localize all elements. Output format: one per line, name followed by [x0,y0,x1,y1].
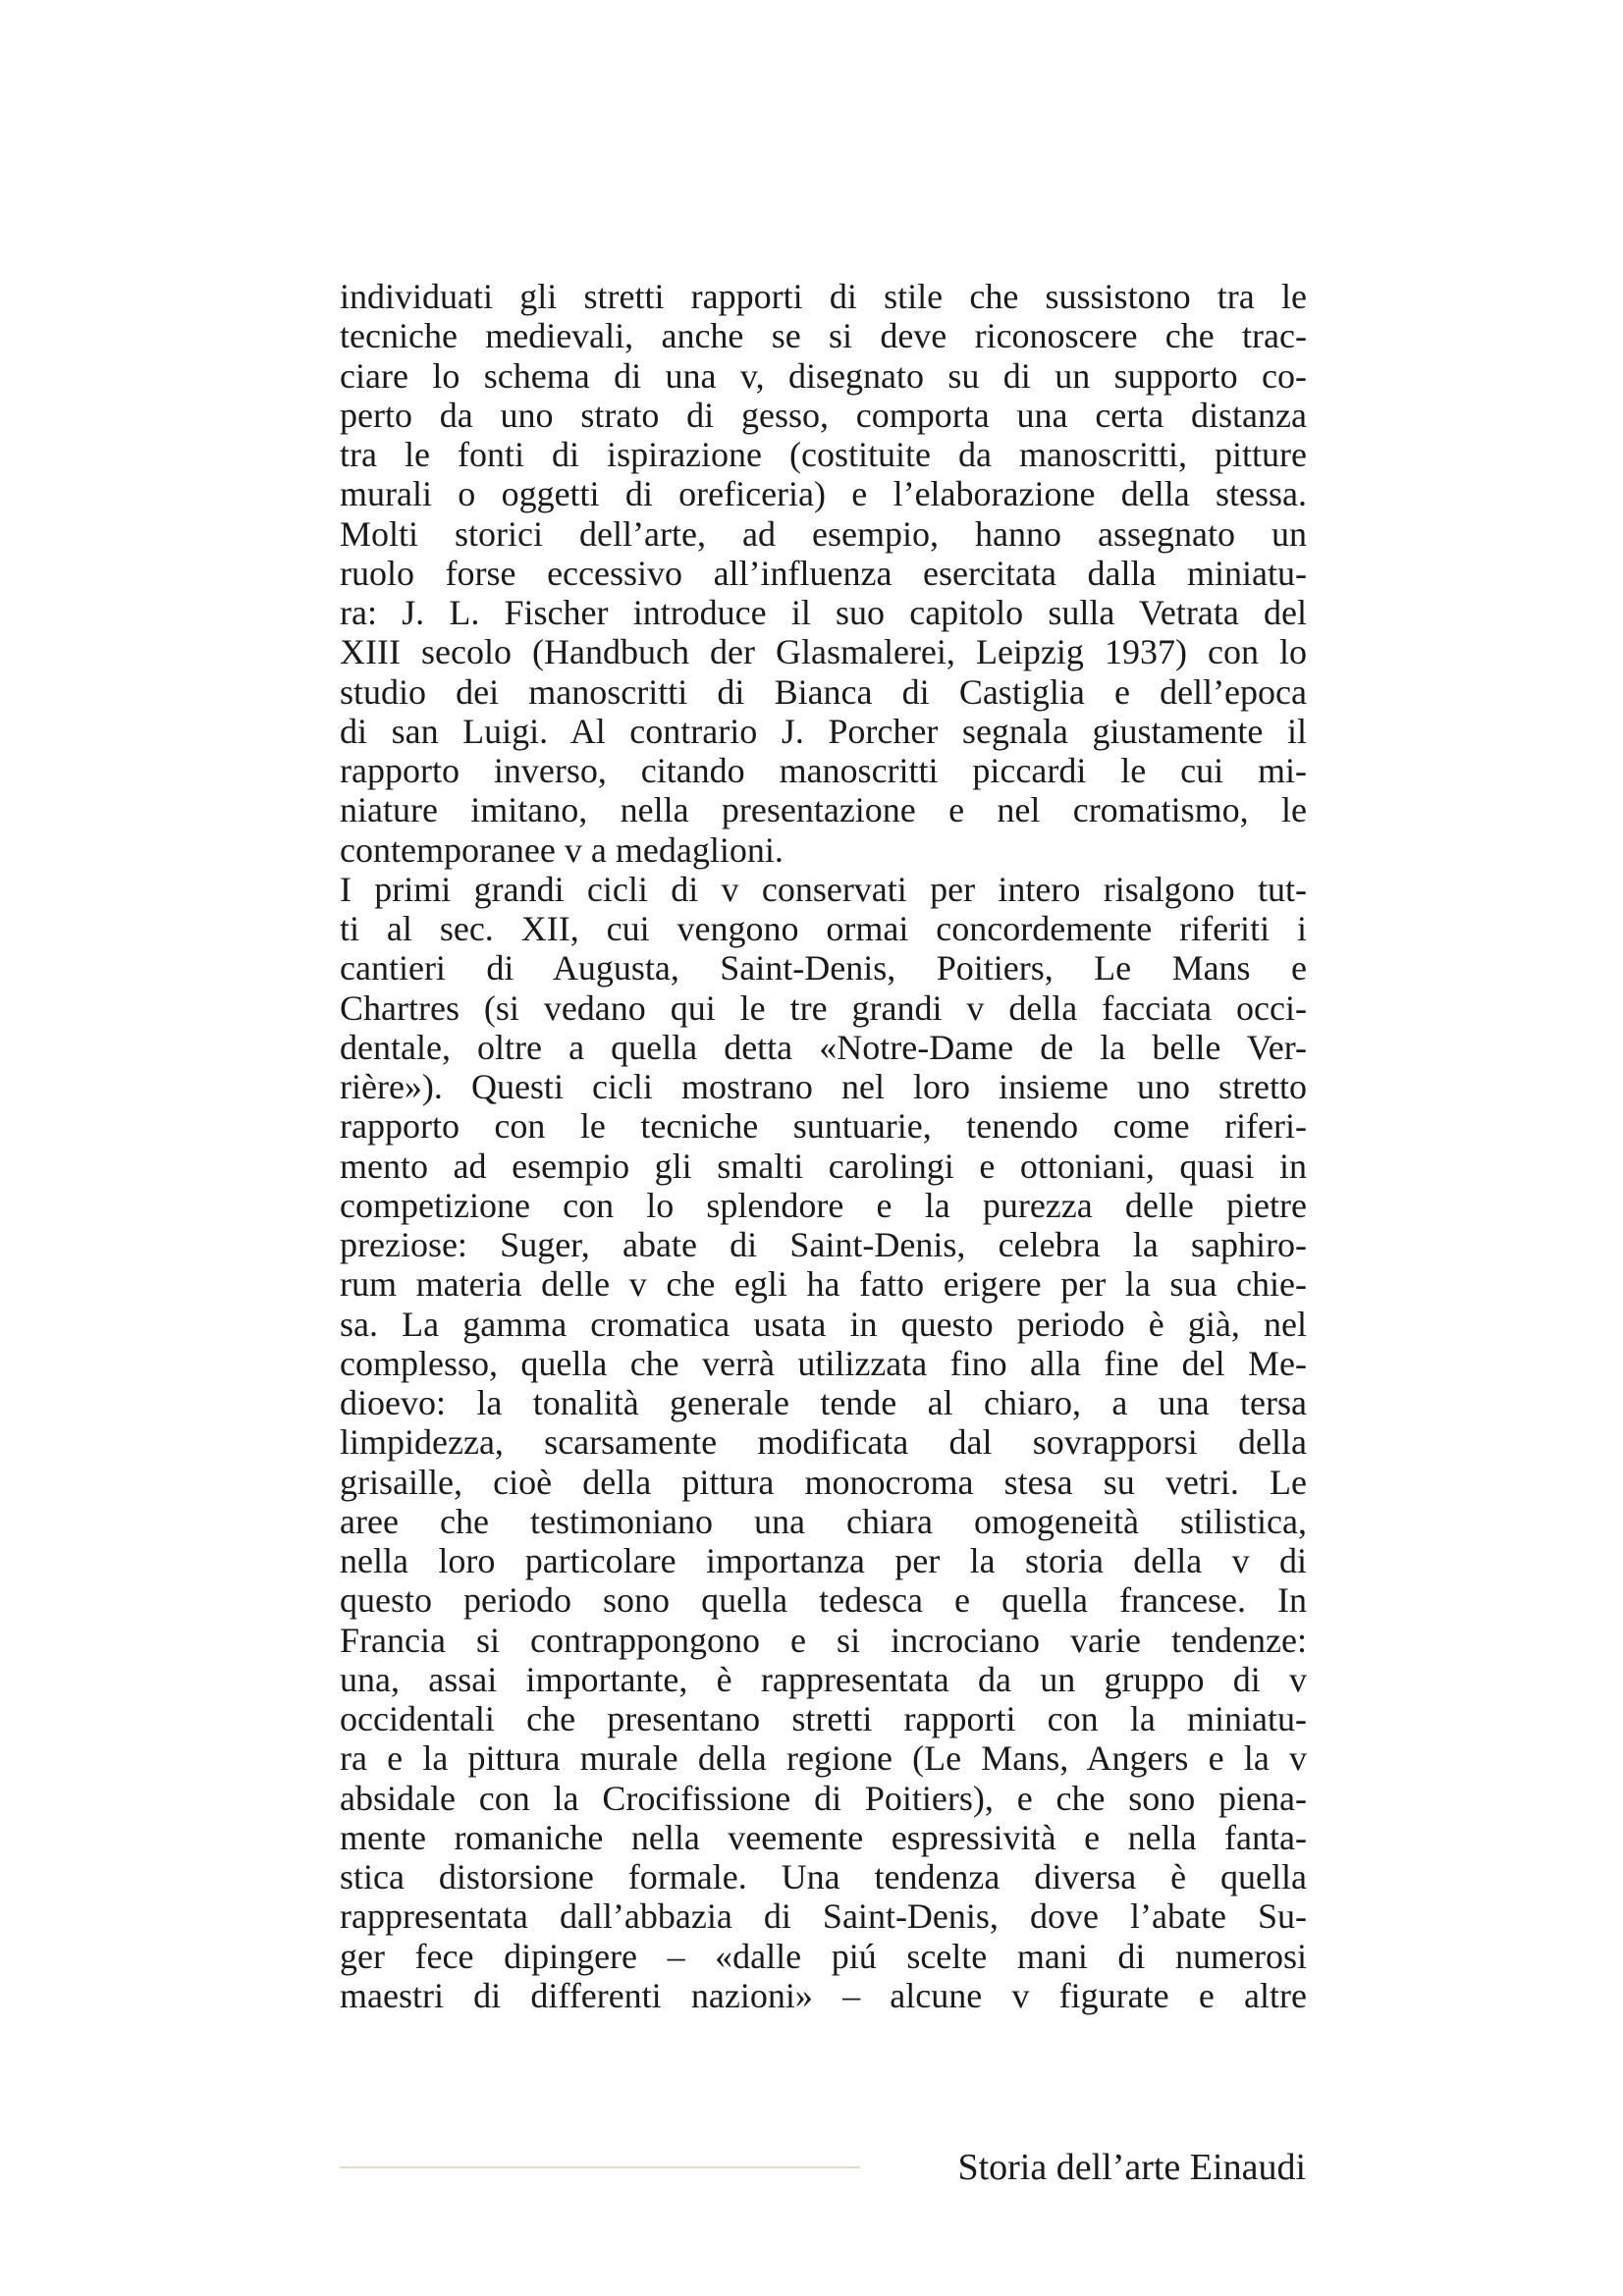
text-line: ruolo forse eccessivo all’influenza esercitata dalla miniatu- [340,553,1307,593]
text-line: cantieri di Augusta, Saint-Denis, Poitiers, Le Mans e [340,948,1307,988]
text-line: di san Luigi. Al contrario J. Porcher segnala giustamente il [340,711,1307,751]
text-line: una, assai importante, è rappresentata da un gruppo di v [340,1659,1307,1699]
text-line: murali o oggetti di oreficeria) e l’elaborazione della stessa. [340,474,1307,514]
text-line: ti al sec. XII, cui vengono ormai concordemente riferiti i [340,909,1307,948]
text-line: ra e la pittura murale della regione (Le Mans, Angers e la v [340,1738,1307,1779]
text-line: Molti storici dell’arte, ad esempio, hanno assegnato un [340,513,1307,554]
text-line: rapporto con le tecniche suntuarie, tenendo come riferi- [340,1106,1307,1147]
text-line: stica distorsione formale. Una tendenza diversa è quella [340,1857,1307,1896]
footer-rule [340,2166,860,2168]
text-line: niature imitano, nella presentazione e nel cromatismo, le [340,790,1307,830]
text-line: dioevo: la tonalità generale tende al chiaro, a una tersa [340,1383,1307,1422]
text-line: occidentali che presentano stretti rapporti con la miniatu- [340,1699,1307,1738]
text-line: mente romaniche nella veemente espressività e nella fanta- [340,1817,1307,1857]
text-line: rappresentata dall’abbazia di Saint-Denis, dove l’abate Su- [340,1896,1307,1937]
text-line: sa. La gamma cromatica usata in questo periodo è già, nel [340,1304,1307,1344]
text-line: I primi grandi cicli di v conservati per intero risalgono tut- [340,869,1307,909]
text-line: Francia si contrappongono e si incrociano varie tendenze: [340,1620,1307,1660]
text-line: absidale con la Crocifissione di Poitiers), e che sono piena- [340,1778,1307,1818]
text-line: XIII secolo (Handbuch der Glasmalerei, Leipzig 1937) con lo [340,632,1307,672]
text-line: preziose: Suger, abate di Saint-Denis, celebra la saphiro- [340,1225,1307,1264]
text-line: grisaille, cioè della pittura monocroma stesa su vetri. Le [340,1462,1307,1502]
text-line: complesso, quella che verrà utilizzata fino alla fine del Me- [340,1343,1307,1383]
text-line: competizione con lo splendore e la purezza delle pietre [340,1185,1307,1225]
text-line: tra le fonti di ispirazione (costituite da manoscritti, pitture [340,435,1307,474]
text-line: ciare lo schema di una v, disegnato su di un supporto co- [340,355,1307,396]
text-line: studio dei manoscritti di Bianca di Castiglia e dell’epoca [340,671,1307,712]
text-line: mento ad esempio gli smalti carolingi e ottoniani, quasi in [340,1146,1307,1186]
text-line: maestri di differenti nazioni» – alcune v figurate e altre [340,1975,1307,2015]
text-line: perto da uno strato di gesso, comporta una certa distanza [340,395,1307,435]
text-line: limpidezza, scarsamente modificata dal sovrapporsi della [340,1422,1307,1463]
text-line: nella loro particolare importanza per la storia della v di [340,1541,1307,1580]
text-line: dentale, oltre a quella detta «Notre-Dame de la belle Ver- [340,1027,1307,1067]
text-line: contemporanee v a medaglioni. [340,829,784,870]
text-line: aree che testimoniano una chiara omogeneità stilistica, [340,1501,1307,1541]
text-line: rapporto inverso, citando manoscritti piccardi le cui mi- [340,751,1307,790]
text-line: questo periodo sono quella tedesca e quella francese. In [340,1580,1307,1621]
text-line: individuati gli stretti rapporti di stile che sussistono tra le [340,277,1307,316]
text-line: ger fece dipingere – «dalle piú scelte mani di numerosi [340,1936,1307,1976]
text-line: tecniche medievali, anche se si deve riconoscere che trac- [340,316,1307,356]
footer-title: Storia dell’arte Einaudi [957,2147,1306,2188]
text-line: Chartres (si vedano qui le tre grandi v della facciata occi- [340,988,1307,1028]
text-line: ra: J. L. Fischer introduce il suo capitolo sulla Vetrata del [340,593,1307,632]
text-line: rière»). Questi cicli mostrano nel loro insieme uno stretto [340,1067,1307,1106]
text-line: rum materia delle v che egli ha fatto erigere per la sua chie- [340,1264,1307,1305]
body-text [340,277,1307,2015]
